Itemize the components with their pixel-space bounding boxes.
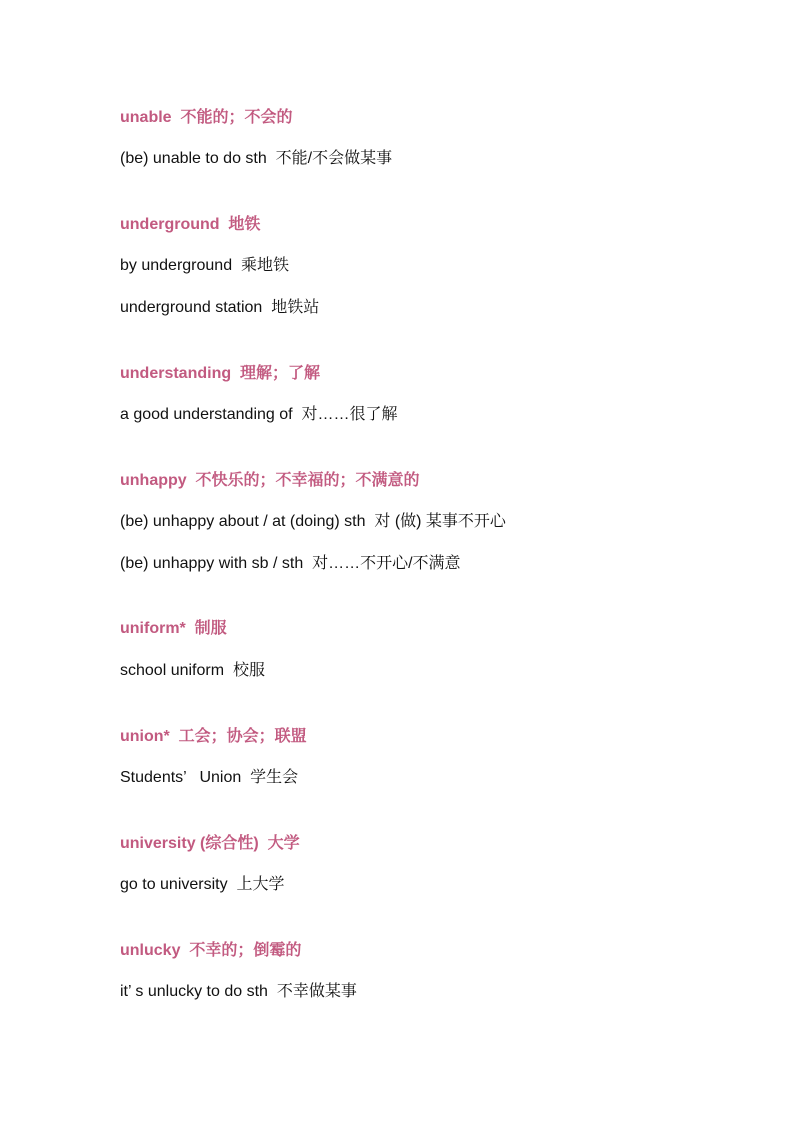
entry-phrase: (be) unable to do sth 不能/不会做某事: [120, 150, 393, 167]
entry-phrase: a good understanding of 对……很了解: [120, 406, 398, 423]
entry-phrase: school uniform 校服: [120, 662, 265, 679]
entry-headword-unable: unable 不能的；不会的: [120, 109, 293, 126]
entry-phrase: Students’ Union 学生会: [120, 769, 299, 786]
entry-phrase: go to university 上大学: [120, 876, 285, 893]
entry-headword-unlucky: unlucky 不幸的；倒霉的: [120, 942, 302, 959]
entry-headword-university: university (综合性) 大学: [120, 835, 300, 852]
entry-phrase: (be) unhappy about / at (doing) sth 对 (做) 某事不开心: [120, 513, 506, 530]
entry-headword-unhappy: unhappy 不快乐的；不幸福的；不满意的: [120, 472, 420, 489]
entry-phrase: it’ s unlucky to do sth 不幸做某事: [120, 983, 357, 1000]
entry-phrase: by underground 乘地铁: [120, 257, 289, 274]
entry-phrase: (be) unhappy with sb / sth 对……不开心/不满意: [120, 555, 461, 572]
entry-phrase: underground station 地铁站: [120, 299, 320, 316]
entry-headword-uniform: uniform* 制服: [120, 620, 227, 637]
entry-headword-understanding: understanding 理解；了解: [120, 365, 321, 382]
entry-headword-union: union* 工会；协会；联盟: [120, 728, 307, 745]
entry-headword-underground: underground 地铁: [120, 216, 261, 233]
